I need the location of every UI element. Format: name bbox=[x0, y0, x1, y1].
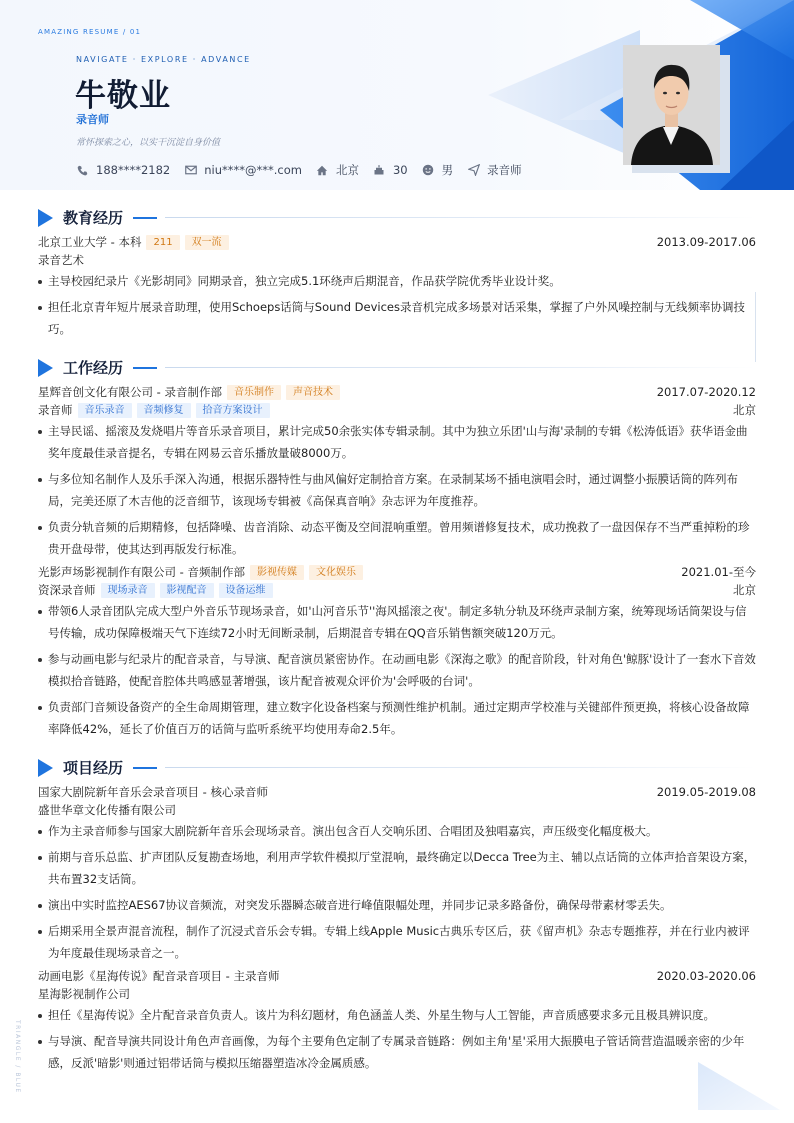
section-dash bbox=[133, 367, 157, 369]
project-name: 动画电影《星海传说》配音录音项目 - 主录音师 bbox=[38, 969, 280, 983]
contact-gender bbox=[422, 162, 454, 178]
company-name: 光影声场影视制作有限公司 - 音频制作部 bbox=[38, 565, 245, 579]
education-section-header bbox=[38, 207, 756, 228]
project-org-row bbox=[38, 986, 756, 1002]
school-tag: 211 bbox=[146, 235, 179, 250]
skill-tag: 设备运维 bbox=[219, 583, 273, 598]
education-title: 教育经历 bbox=[63, 209, 124, 227]
list-item: 前期与音乐总监、扩声团队反复勘查场地，利用声学软件模拟厅堂混响，最终确定以Decca Tree为主、辅以点话筒的立体声拾音架设方案，共布置32支话筒。 bbox=[38, 846, 756, 890]
work-title: 工作经历 bbox=[63, 359, 124, 377]
gender-icon bbox=[422, 164, 435, 177]
footer-decoration bbox=[690, 1060, 794, 1123]
education-major-row bbox=[38, 252, 756, 268]
project-title: 项目经历 bbox=[63, 759, 124, 777]
list-item: 参与动画电影与纪录片的配音录音，与导演、配音演员紧密协作。在动画电影《深海之歌》的配音阶段，针对角色'鲸豚'设计了一套水下音效模拟拾音链路，使配音腔体共鸣感显著增强，该片配音被观众评价为'会呼吸的台词'。 bbox=[38, 648, 756, 692]
mail-icon bbox=[184, 164, 197, 177]
job-city: 北京 bbox=[733, 583, 756, 597]
job-header-row bbox=[38, 384, 756, 400]
phone-icon bbox=[76, 164, 89, 177]
avatar bbox=[623, 45, 720, 165]
home-icon bbox=[316, 164, 329, 177]
triangle-icon bbox=[38, 209, 53, 227]
project-section-header bbox=[38, 757, 756, 778]
project-header-row bbox=[38, 784, 756, 800]
divider-line bbox=[755, 292, 756, 362]
list-item: 负责部门音频设备资产的全生命周期管理，建立数字化设备档案与预测性维护机制。通过定期声学校准与关键部件预更换，将核心设备故障率降低42%，延长了价值百万的话筒与监听系统平均使用寿命2.5年。 bbox=[38, 696, 756, 740]
section-dash bbox=[133, 767, 157, 769]
send-icon bbox=[467, 164, 480, 177]
industry-tag: 音乐制作 bbox=[227, 385, 281, 400]
contact-position bbox=[467, 162, 522, 178]
school-name: 北京工业大学 - 本科 bbox=[38, 235, 142, 249]
list-item: 担任《星海传说》全片配音录音负责人。该片为科幻题材，角色涵盖人类、外星生物与人工智能，声音质感要求多元且极具辨识度。 bbox=[38, 1004, 756, 1026]
contact-age bbox=[373, 163, 408, 177]
list-item: 主导民谣、摇滚及发烧唱片等音乐录音项目，累计完成50余张实体专辑录制。其中为独立乐团'山与海'录制的专辑《松涛低语》获华语金曲奖年度最佳录音提名，专辑在网易云音乐播放量破8000万。 bbox=[38, 420, 756, 464]
city-text: 北京 bbox=[335, 163, 359, 177]
side-watermark: TRIANGLE / BLUE bbox=[14, 1020, 21, 1094]
list-item: 负责分轨音频的后期精修，包括降噪、齿音消除、动态平衡及空间混响重塑。曾用频谱修复技术，成功挽救了一盘因保存不当严重掉粉的珍贵开盘母带，使其达到再版发行标准。 bbox=[38, 516, 756, 560]
phone-text: 188****2182 bbox=[96, 163, 171, 177]
skill-tag: 音乐录音 bbox=[78, 403, 132, 418]
list-item: 作为主录音师参与国家大剧院新年音乐会现场录音。演出包含百人交响乐团、合唱团及独唱嘉宾，声压级变化幅度极大。 bbox=[38, 820, 756, 842]
education-major: 录音艺术 bbox=[38, 253, 84, 267]
section-divider bbox=[165, 767, 756, 768]
candidate-name: 牛敬业 bbox=[75, 78, 171, 114]
triangle-icon bbox=[38, 359, 53, 377]
industry-tag: 声音技术 bbox=[286, 385, 340, 400]
job-position: 资深录音师 bbox=[38, 583, 96, 597]
list-item: 带领6人录音团队完成大型户外音乐节现场录音，如'山河音乐节''海风摇滚之夜'。制定多轨分轨及环绕声录制方案，统筹现场话筒架设与信号传输，成功保障极端天气下连续72小时无间断录制，后期混音专辑在QQ音乐销售额突破120万元。 bbox=[38, 600, 756, 644]
job-position-row bbox=[38, 582, 756, 598]
section-dash bbox=[133, 217, 157, 219]
position-text: 录音师 bbox=[487, 163, 522, 177]
project-date: 2020.03-2020.06 bbox=[656, 969, 756, 983]
contact-email bbox=[184, 163, 302, 177]
list-item: 主导校园纪录片《光影胡同》同期录音，独立完成5.1环绕声后期混音，作品获学院优秀毕业设计奖。 bbox=[38, 270, 756, 292]
job-header-row bbox=[38, 564, 756, 580]
contact-list bbox=[76, 162, 536, 178]
list-item: 后期采用全景声混音流程，制作了沉浸式音乐会专辑。专辑上线Apple Music古典乐专区后，获《留声机》杂志专题推荐，并在行业内被评为年度最佳现场录音之一。 bbox=[38, 920, 756, 964]
gender-text: 男 bbox=[441, 163, 454, 177]
industry-tag: 影视传媒 bbox=[250, 565, 304, 580]
skill-tag: 现场录音 bbox=[101, 583, 155, 598]
nav-tagline: NAVIGATE · EXPLORE · ADVANCE bbox=[76, 55, 251, 64]
list-item: 担任北京青年短片展录音助理，使用Schoeps话筒与Sound Devices录音机完成多场景对话采集，掌握了户外风噪控制与无线频率协调技巧。 bbox=[38, 296, 756, 340]
project-header-row bbox=[38, 968, 756, 984]
project-org: 盛世华章文化传播有限公司 bbox=[38, 803, 176, 817]
project-date: 2019.05-2019.08 bbox=[656, 785, 756, 799]
triangle-icon bbox=[38, 759, 53, 777]
project-org: 星海影视制作公司 bbox=[38, 987, 130, 1001]
section-divider bbox=[165, 217, 756, 218]
resume-tag: AMAZING RESUME / 01 bbox=[38, 28, 142, 36]
list-item: 演出中实时监控AES67协议音频流，对突发乐器瞬态破音进行峰值限幅处理，并同步记录多路备份，确保母带素材零丢失。 bbox=[38, 894, 756, 916]
job-position: 录音师 bbox=[38, 403, 73, 417]
contact-phone bbox=[76, 163, 170, 177]
list-item: 与多位知名制作人及乐手深入沟通，根据乐器特性与曲风偏好定制拾音方案。在录制某场不插电演唱会时，通过调整小振膜话筒的阵列布局，完美还原了木吉他的泛音细节，该现场专辑被《高保真音响》杂志评为年度推荐。 bbox=[38, 468, 756, 512]
project-org-row bbox=[38, 802, 756, 818]
age-icon bbox=[373, 164, 386, 177]
candidate-motto: 常怀探索之心，以实干沉淀自身价值 bbox=[76, 138, 221, 148]
education-row bbox=[38, 234, 756, 250]
list-item: 与导演、配音导演共同设计角色声音画像，为每个主要角色定制了专属录音链路：例如主角'星'采用大振膜电子管话筒营造温暖亲密的少年感，反派'暗影'则通过铝带话筒与模拟压缩器塑造冰冷金属质感。 bbox=[38, 1030, 756, 1074]
education-date: 2013.09-2017.06 bbox=[656, 235, 756, 249]
job-date: 2017.07-2020.12 bbox=[656, 385, 756, 399]
job-date: 2021.01-至今 bbox=[681, 565, 756, 579]
contact-city bbox=[316, 162, 359, 178]
skill-tag: 拾音方案设计 bbox=[196, 403, 270, 418]
age-text: 30 bbox=[392, 163, 408, 177]
candidate-role: 录音师 bbox=[76, 113, 109, 126]
industry-tag: 文化娱乐 bbox=[309, 565, 363, 580]
company-name: 星辉音创文化有限公司 - 录音制作部 bbox=[38, 385, 222, 399]
school-tag: 双一流 bbox=[185, 235, 229, 250]
resume-header bbox=[0, 0, 794, 190]
skill-tag: 影视配音 bbox=[160, 583, 214, 598]
email-text: niu****@***.com bbox=[204, 163, 302, 177]
work-section-header bbox=[38, 357, 756, 378]
job-city: 北京 bbox=[733, 403, 756, 417]
skill-tag: 音频修复 bbox=[137, 403, 191, 418]
project-name: 国家大剧院新年音乐会录音项目 - 核心录音师 bbox=[38, 785, 268, 799]
section-divider bbox=[165, 367, 756, 368]
job-position-row bbox=[38, 402, 756, 418]
